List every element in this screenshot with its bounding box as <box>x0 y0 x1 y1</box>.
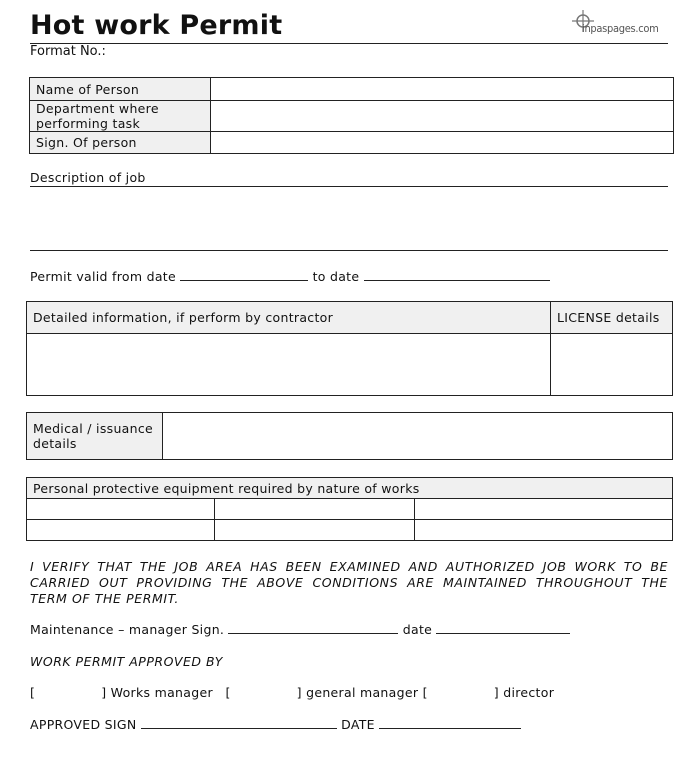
name-of-person-label: Name of Person <box>30 78 211 101</box>
sign-of-person-label: Sign. Of person <box>30 132 211 154</box>
maintenance-sign-field[interactable] <box>228 623 398 634</box>
contractor-info-header: Detailed information, if perform by contractor <box>27 302 551 334</box>
license-details-header: LICENSE details <box>551 302 673 334</box>
table-row <box>30 101 674 132</box>
page-title: Hot work Permit <box>30 10 283 41</box>
approved-by-heading: WORK PERMIT APPROVED BY <box>30 654 223 669</box>
approved-date-label: DATE <box>341 717 375 732</box>
director-label: director <box>503 685 555 700</box>
contractor-info-field[interactable] <box>27 334 551 396</box>
general-manager-label: general manager <box>306 685 419 700</box>
department-label: Department where performing task <box>30 101 211 132</box>
ppe-cell[interactable] <box>415 520 673 541</box>
table-row <box>27 413 673 460</box>
to-date-field[interactable] <box>364 270 550 281</box>
description-line-1[interactable] <box>30 186 668 187</box>
contractor-table <box>26 301 673 396</box>
ppe-cell[interactable] <box>27 499 215 520</box>
maintenance-date-field[interactable] <box>436 623 570 634</box>
table-row <box>30 78 674 101</box>
table-row <box>27 520 673 541</box>
works-manager-checkbox[interactable]: [ ] <box>30 685 107 700</box>
maintenance-row <box>30 622 570 637</box>
medical-issuance-field[interactable] <box>163 413 673 460</box>
person-table <box>29 77 674 154</box>
permit-valid-to-label: to date <box>312 269 360 284</box>
name-of-person-field[interactable] <box>211 78 674 101</box>
works-manager-label: Works manager <box>110 685 213 700</box>
medical-issuance-label: Medical / issuance details <box>27 413 163 460</box>
approved-sign-label: APPROVED SIGN <box>30 717 137 732</box>
description-line-2[interactable] <box>30 250 668 251</box>
from-date-field[interactable] <box>180 270 308 281</box>
medical-table <box>26 412 673 460</box>
maintenance-date-label: date <box>402 622 433 637</box>
description-label: Description of job <box>30 170 146 185</box>
ppe-cell[interactable] <box>215 499 415 520</box>
approved-sign-field[interactable] <box>141 718 337 729</box>
logo-text: inpaspages.com <box>582 22 659 35</box>
table-row <box>27 302 673 334</box>
table-row <box>27 334 673 396</box>
format-number-label: Format No.: <box>30 44 106 59</box>
verification-statement: I VERIFY THAT THE JOB AREA HAS BEEN EXAMINED AND AUTHORIZED JOB WORK TO BE CARRIED OUT PROVIDING THE ABOVE CONDITIONS ARE MAINTAINED THROUGHOUT THE TERM OF THE PERMIT. <box>30 559 668 606</box>
permit-valid-from-label: Permit valid from date <box>30 269 176 284</box>
sign-of-person-field[interactable] <box>211 132 674 154</box>
approved-sign-row <box>30 717 521 732</box>
ppe-header: Personal protective equipment required by nature of works <box>27 478 673 499</box>
approver-options <box>30 685 554 700</box>
approved-date-field[interactable] <box>379 718 521 729</box>
table-row <box>27 499 673 520</box>
title-divider <box>30 43 668 44</box>
ppe-cell[interactable] <box>215 520 415 541</box>
general-manager-checkbox[interactable]: [ ] <box>225 685 302 700</box>
maintenance-sign-label: Maintenance – manager Sign. <box>30 622 225 637</box>
ppe-cell[interactable] <box>27 520 215 541</box>
department-field[interactable] <box>211 101 674 132</box>
ppe-cell[interactable] <box>415 499 673 520</box>
ppe-table <box>26 477 673 541</box>
director-checkbox[interactable]: [ ] <box>422 685 499 700</box>
table-row <box>30 132 674 154</box>
permit-valid-row <box>30 269 550 284</box>
table-row <box>27 478 673 499</box>
license-details-field[interactable] <box>551 334 673 396</box>
